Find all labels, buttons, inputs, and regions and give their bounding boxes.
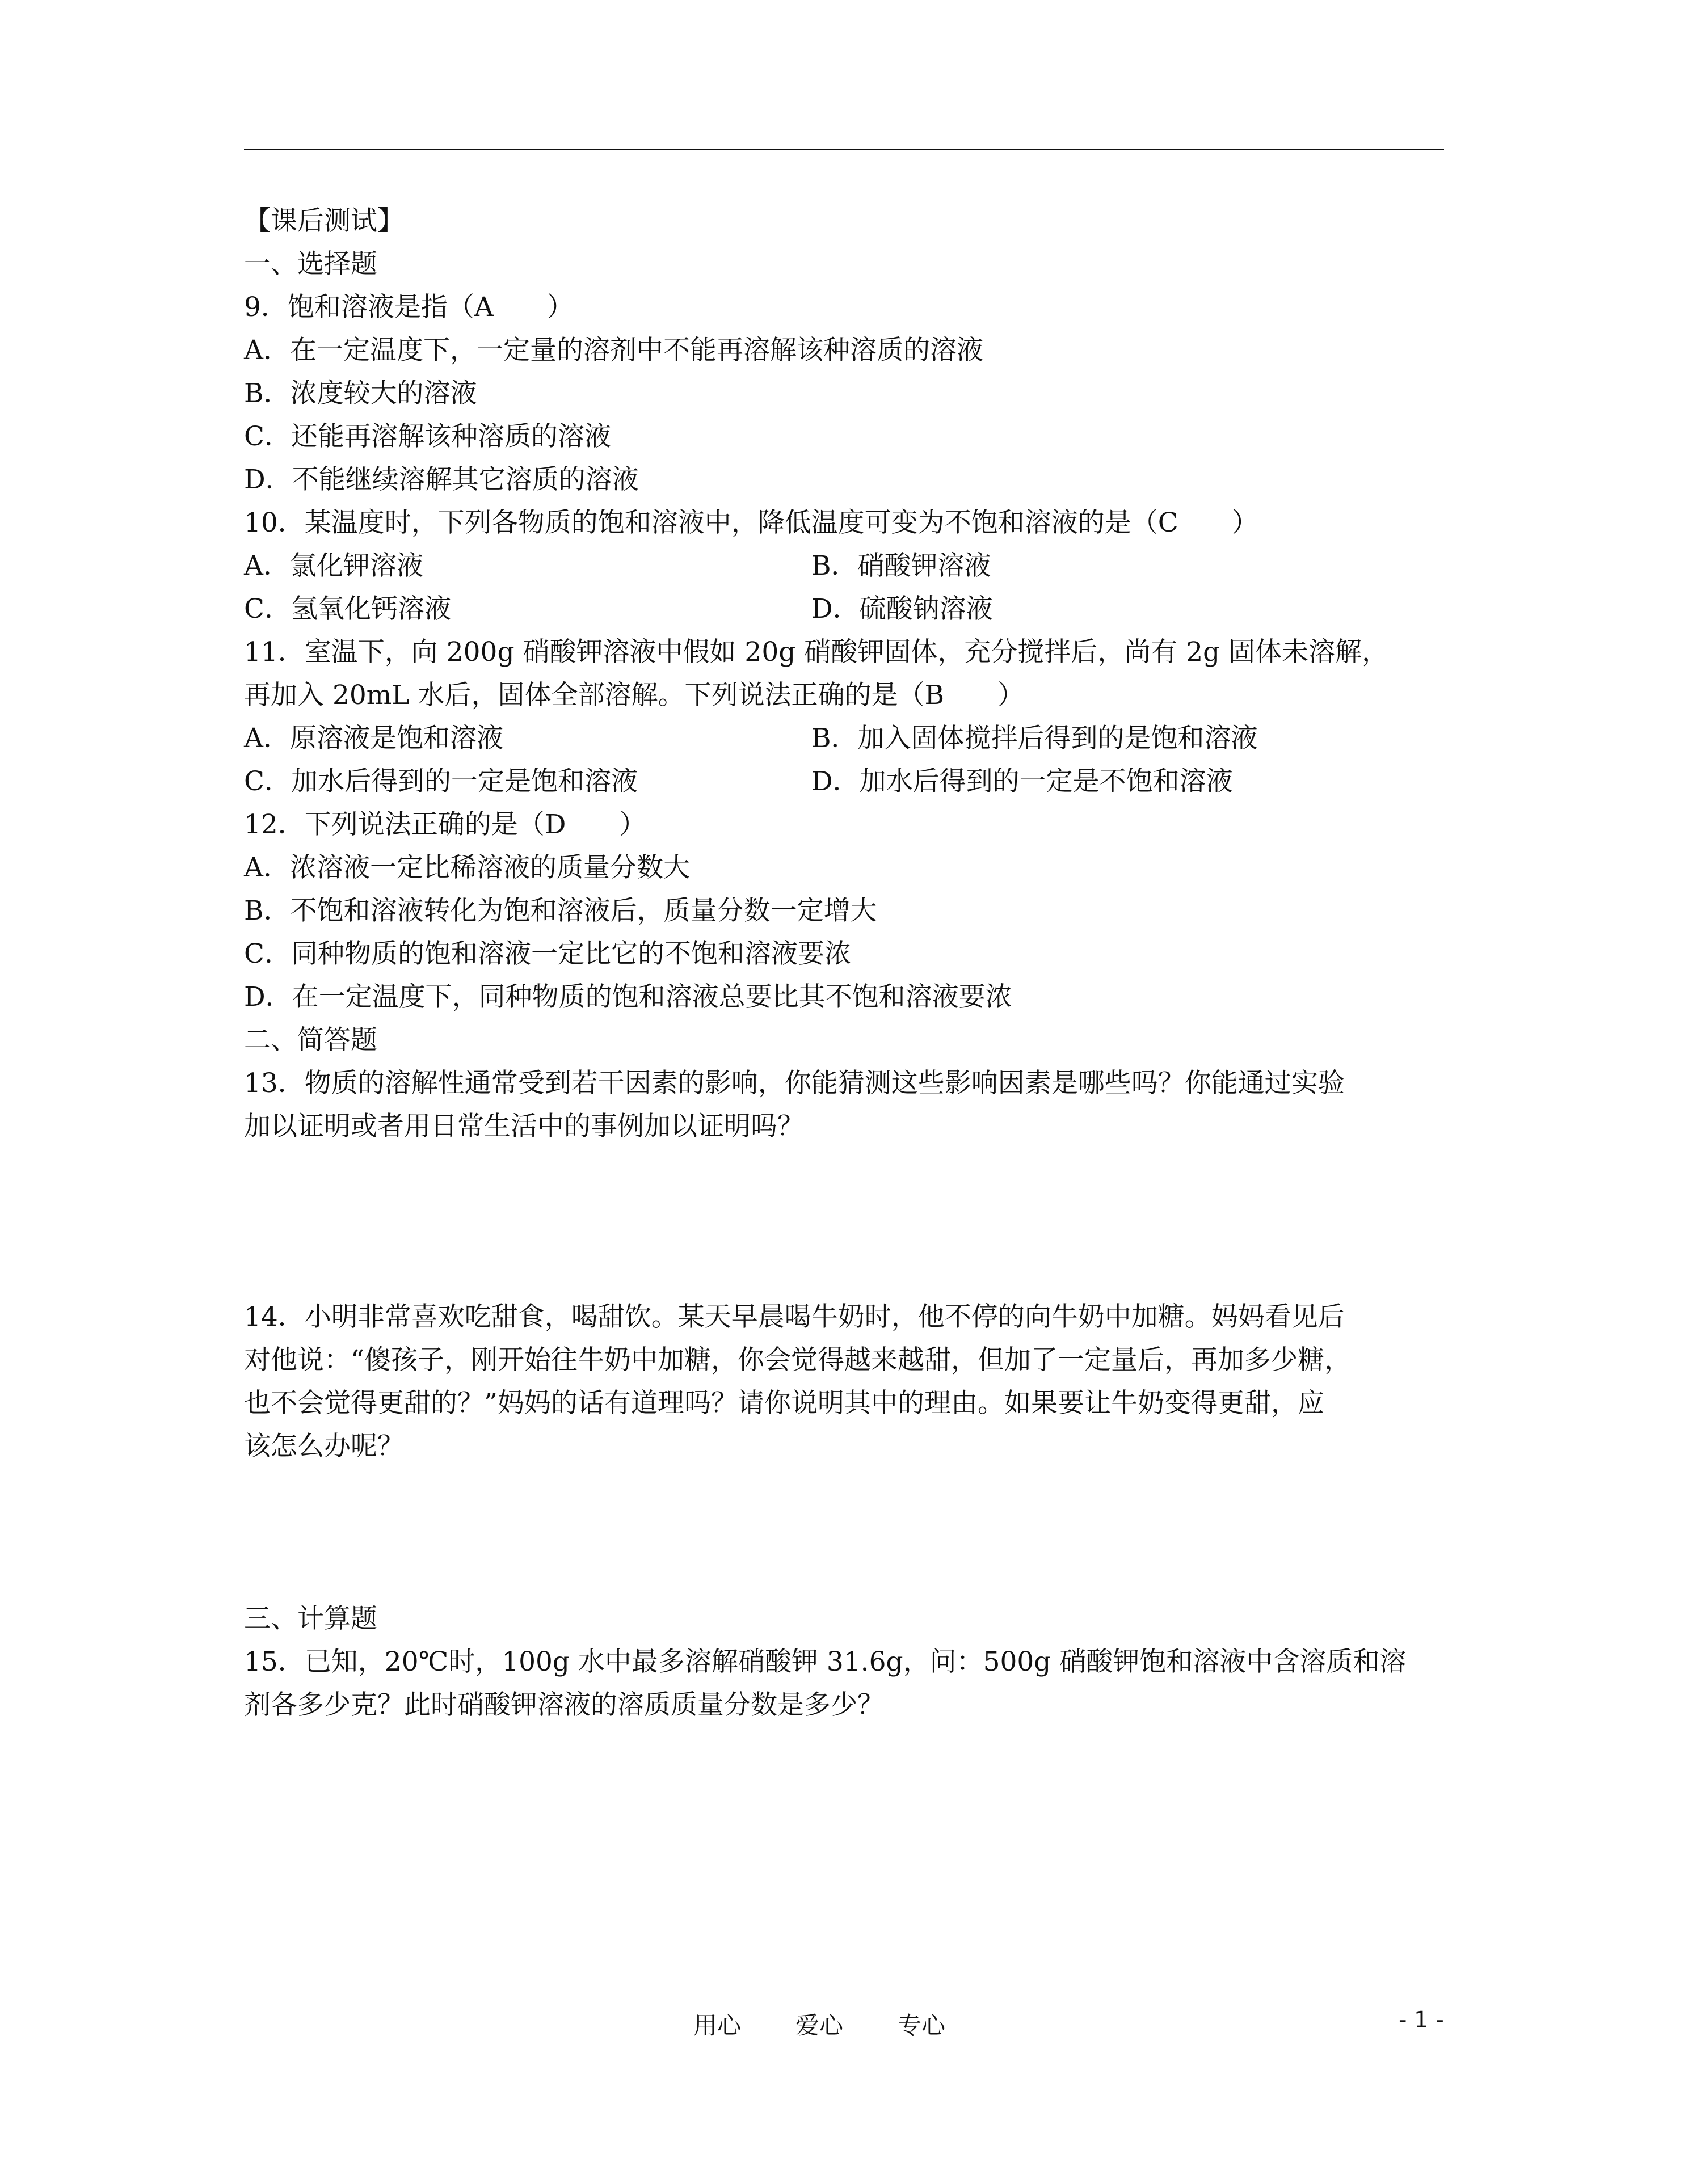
question-9-stem: 9．饱和溶液是指（A ） (244, 292, 574, 323)
page-footer (0, 2007, 1688, 2041)
section-title-short-answer: 二、简答题 (244, 1024, 377, 1056)
footer-word-3: 专心 (898, 2012, 946, 2039)
question-10-stem: 10．某温度时，下列各物质的饱和溶液中，降低温度可变为不饱和溶液的是（C ） (244, 507, 1258, 538)
question-13-line-1: 13．物质的溶解性通常受到若干因素的影响，你能猜测这些影响因素是哪些吗？你能通过实验 (244, 1068, 1345, 1099)
question-11-stem-line-1: 11．室温下，向 200g 硝酸钾溶液中假如 20g 硝酸钾固体，充分搅拌后，尚有 2g 固体未溶解， (244, 636, 1389, 668)
footer-motto (693, 2007, 1000, 2041)
question-10-option-d: D．硫酸钠溶液 (811, 593, 993, 625)
question-14-line-2: 对他说：“傻孩子，刚开始往牛奶中加糖，你会觉得越来越甜，但加了一定量后，再加多少糖， (244, 1344, 1352, 1376)
question-11-options-row-1 (244, 717, 1444, 760)
question-9-option-b: B．浓度较大的溶液 (244, 378, 477, 409)
question-10-options-row-1 (244, 545, 1444, 588)
question-15-line-2: 剂各多少克？此时硝酸钾溶液的溶质质量分数是多少？ (244, 1689, 884, 1721)
header-rule (244, 149, 1444, 150)
answer-space-14 (244, 1468, 1444, 1597)
question-12-stem: 12．下列说法正确的是（D ） (244, 809, 646, 840)
question-14-line-1: 14．小明非常喜欢吃甜食，喝甜饮。某天早晨喝牛奶时，他不停的向牛奶中加糖。妈妈看见后 (244, 1301, 1345, 1333)
question-10-option-c: C．氢氧化钙溶液 (244, 593, 451, 625)
question-11-stem-line-2: 再加入 20mL 水后，固体全部溶解。下列说法正确的是（B ） (244, 680, 1025, 711)
page-number: - 1 - (1399, 2007, 1444, 2033)
question-9-option-c: C．还能再溶解该种溶质的溶液 (244, 421, 611, 452)
footer-word-1: 用心 (693, 2012, 742, 2039)
question-12-option-b: B．不饱和溶液转化为饱和溶液后，质量分数一定增大 (244, 895, 877, 926)
question-13-line-2: 加以证明或者用日常生活中的事例加以证明吗？ (244, 1111, 804, 1142)
question-9-option-d: D．不能继续溶解其它溶质的溶液 (244, 464, 639, 495)
section-title-choice: 一、选择题 (244, 248, 377, 280)
answer-space-13 (244, 1148, 1444, 1296)
document-body (244, 200, 1444, 1727)
question-10-option-b: B．硝酸钾溶液 (811, 550, 991, 581)
section-heading: 【课后测试】 (244, 205, 404, 237)
question-9-option-a: A．在一定温度下，一定量的溶剂中不能再溶解该种溶质的溶液 (244, 335, 983, 366)
question-15-line-1: 15．已知，20℃时，100g 水中最多溶解硝酸钾 31.6g，问：500g 硝酸钾饱和溶液中含溶质和溶 (244, 1646, 1407, 1677)
question-11-option-d: D．加水后得到的一定是不饱和溶液 (811, 766, 1233, 797)
question-12-option-d: D．在一定温度下，同种物质的饱和溶液总要比其不饱和溶液要浓 (244, 981, 1012, 1013)
question-12-option-c: C．同种物质的饱和溶液一定比它的不饱和溶液要浓 (244, 938, 851, 969)
question-11-option-b: B．加入固体搅拌后得到的是饱和溶液 (811, 723, 1258, 754)
question-11-option-a: A．原溶液是饱和溶液 (244, 723, 503, 754)
footer-word-2: 爱心 (795, 2012, 844, 2039)
section-title-calculation: 三、计算题 (244, 1603, 377, 1634)
question-11-options-row-2 (244, 760, 1444, 803)
question-11-option-c: C．加水后得到的一定是饱和溶液 (244, 766, 638, 797)
question-10-options-row-2 (244, 588, 1444, 631)
question-10-option-a: A．氯化钾溶液 (244, 550, 423, 581)
question-14-line-4: 该怎么办呢？ (244, 1431, 404, 1462)
question-12-option-a: A．浓溶液一定比稀溶液的质量分数大 (244, 852, 690, 883)
question-14-line-3: 也不会觉得更甜的？”妈妈的话有道理吗？请你说明其中的理由。如果要让牛奶变得更甜，应 (244, 1388, 1325, 1419)
